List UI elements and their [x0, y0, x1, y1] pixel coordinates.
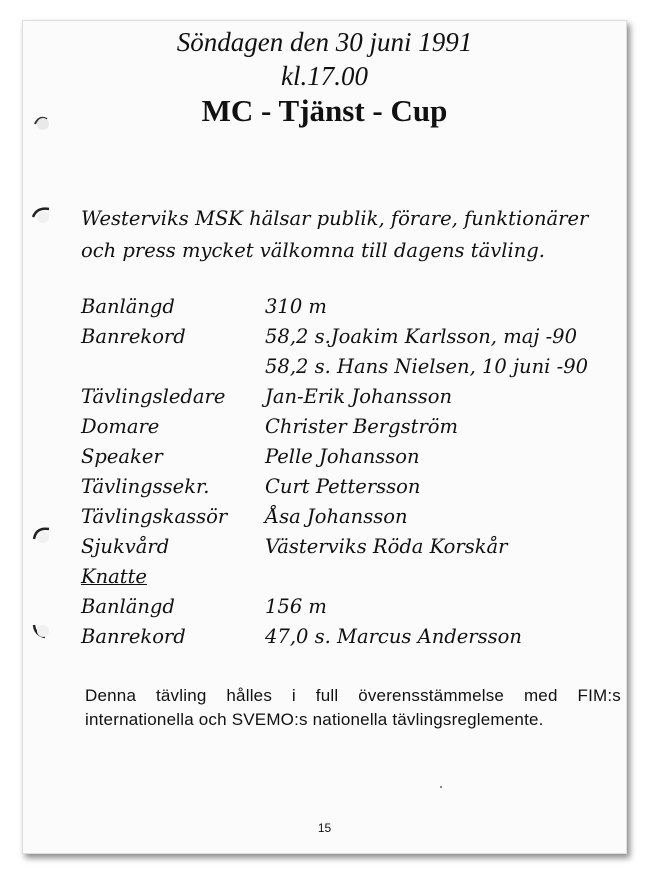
detail-value: Jan-Erik Johansson	[265, 385, 453, 408]
detail-value: Christer Bergström	[265, 415, 459, 438]
knatte-label: Banrekord	[81, 625, 186, 648]
welcome-text: Westerviks MSK hälsar publik, förare, funktionärer och press mycket välkomna till dagens tävling.	[81, 207, 589, 262]
detail-label: Domare	[81, 415, 160, 438]
knatte-heading: Knatte	[81, 565, 147, 588]
detail-label: Speaker	[81, 445, 163, 468]
date-line: Söndagen den 30 juni 1991	[176, 27, 473, 57]
detail-label: Tävlingsledare	[81, 385, 226, 408]
detail-value: 310 m	[265, 295, 327, 318]
event-title: MC - Tjänst - Cup	[201, 93, 448, 128]
regulation-notice: Denna tävling hålles i full överensstämmelse med FIM:s internationella och SVEMO:s nationella tävlingsreglemente.	[85, 686, 621, 729]
detail-label: Banrekord	[81, 325, 186, 348]
detail-value: Pelle Johansson	[265, 445, 420, 468]
document-page	[22, 20, 627, 854]
knatte-label: Banlängd	[81, 595, 175, 618]
detail-label: Tävlingskassör	[81, 505, 228, 528]
punch-hole-icon	[31, 203, 53, 225]
page-number: 15	[317, 821, 332, 835]
detail-value: Västerviks Röda Korskår	[265, 535, 508, 558]
detail-label: Tävlingssekr.	[81, 475, 210, 498]
knatte-value: 47,0 s. Marcus Andersson	[265, 625, 522, 648]
detail-value: 58,2 s.Joakim Karlsson, maj -90	[265, 325, 577, 348]
detail-value: Curt Pettersson	[265, 475, 421, 498]
detail-value: Åsa Johansson	[265, 505, 408, 528]
time-line: kl.17.00	[281, 61, 368, 91]
detail-label: Sjukvård	[81, 535, 170, 558]
punch-hole-icon	[31, 523, 53, 545]
punch-hole-icon	[31, 621, 53, 643]
knatte-value: 156 m	[265, 595, 327, 618]
detail-label: Banlängd	[81, 295, 175, 318]
speck	[440, 786, 442, 788]
detail-value: 58,2 s. Hans Nielsen, 10 juni -90	[265, 355, 589, 378]
